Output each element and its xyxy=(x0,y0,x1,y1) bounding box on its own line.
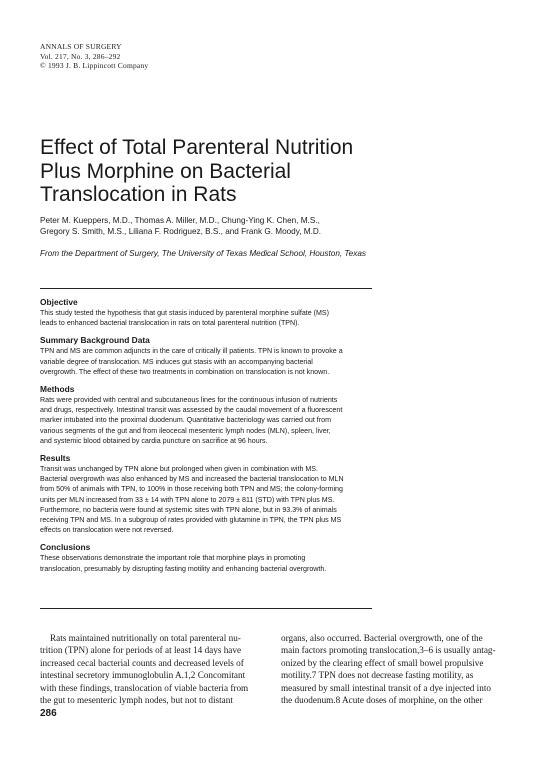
abstract-top-rule xyxy=(40,288,372,289)
author-list xyxy=(40,215,510,237)
text-line: Transit was unchanged by TPN alone but prolonged when given in combination with MS. xyxy=(40,465,318,474)
abstract-section-background xyxy=(40,335,515,377)
abstract-section-results xyxy=(40,453,515,535)
text-line: and drugs, respectively. Intestinal transit was assessed by the caudal movement of a fluorescent xyxy=(40,406,343,415)
section-text xyxy=(40,308,515,328)
text-line: marker intubated into the proximal duodenum. Quantitative bacteriology was carried out from xyxy=(40,416,331,425)
text-line: onized by the clearing effect of small bowel propulsive xyxy=(281,657,484,668)
abstract-section-conclusions xyxy=(40,542,515,573)
text-line: the duodenum.8 Acute doses of morphine, on the other xyxy=(281,695,483,706)
text-line: the gut to mesenteric lymph nodes, but not to distant xyxy=(40,695,233,706)
text-line: main factors promoting translocation,3–6 is usually antag- xyxy=(281,645,496,656)
title-line: Effect of Total Parenteral Nutrition xyxy=(40,136,354,159)
section-heading: Summary Background Data xyxy=(40,335,150,346)
section-heading: Conclusions xyxy=(40,542,91,553)
text-line: increased cecal bacterial counts and decreased levels of xyxy=(40,657,244,668)
abstract-section-methods xyxy=(40,384,515,446)
journal-volume: Vol. 217, No. 3, 286–292 xyxy=(40,51,121,61)
text-line: organs, also occurred. Bacterial overgrowth, one of the xyxy=(281,633,483,643)
text-line: with these findings, translocation of viable bacteria from xyxy=(40,682,249,693)
text-line: various segments of the gut and from ileocecal mesenteric lymph nodes (MLN), spleen, liver, xyxy=(40,426,331,435)
text-line: trition (TPN) alone for periods of at least 14 days have xyxy=(40,645,242,656)
affiliation: From the Department of Surgery, The University of Texas Medical School, Houston, Texas xyxy=(40,249,366,258)
section-text xyxy=(40,395,515,446)
journal-copyright: © 1993 J. B. Lippincott Company xyxy=(40,61,149,70)
body-column-right xyxy=(281,632,513,706)
section-heading: Results xyxy=(40,453,71,464)
page-number: 286 xyxy=(40,708,57,719)
text-line: overgrowth. The effect of these two treatments in combination on translocation is not known. xyxy=(40,367,330,376)
abstract xyxy=(40,297,515,574)
text-line: Furthermore, no bacteria were found at systemic sites with TPN alone, but in 93.3% of animals xyxy=(40,505,337,514)
section-text xyxy=(40,464,515,535)
text-line: motility.7 TPN does not decrease fasting motility, as xyxy=(281,670,474,681)
text-line: intestinal secretory immunoglobulin A.1,2 Concomitant xyxy=(40,670,246,681)
text-line: effects on translocation were not reversed. xyxy=(40,526,174,535)
section-text xyxy=(40,553,515,573)
title-line: Translocation in Rats xyxy=(40,183,237,206)
text-line: This study tested the hypothesis that gut stasis induced by parenteral morphine sulfate (MS) xyxy=(40,309,330,317)
text-line: These observations demonstrate the important role that morphine plays in promoting xyxy=(40,554,306,563)
text-line: variable degree of translocation. MS induces gut stasis with an accompanying bacterial xyxy=(40,357,313,366)
text-line: TPN and MS are common adjuncts in the care of critically ill patients. TPN is known to provoke a xyxy=(40,347,343,356)
text-line: units per MLN increased from 33 ± 14 with TPN alone to 2079 ± 811 (STD) with TPN plus MS. xyxy=(40,495,335,504)
text-line: and systemic blood obtained by cardia puncture on sacrifice at 96 hours. xyxy=(40,436,268,445)
journal-header xyxy=(40,42,148,71)
section-heading: Methods xyxy=(40,384,75,395)
author-line: Peter M. Kueppers, M.D., Thomas A. Miller, M.D., Chung-Ying K. Chen, M.S., xyxy=(40,216,320,225)
section-text xyxy=(40,346,515,377)
author-line: Gregory S. Smith, M.S., Liliana F. Rodriguez, B.S., and Frank G. Moody, M.D. xyxy=(40,227,322,236)
abstract-section-objective xyxy=(40,297,515,328)
text-line: Bacterial overgrowth was also enhanced by MS and increased the bacterial translocation to MLN xyxy=(40,475,344,484)
text-line: receiving TPN and MS. In a subgroup of rates provided with glutamine in TPN, the TPN plus MS xyxy=(40,516,342,525)
body-column-left xyxy=(40,632,272,706)
title-line: Plus Morphine on Bacterial xyxy=(40,159,291,183)
section-heading: Objective xyxy=(40,297,78,307)
text-line: measured by small intestinal transit of a dye injected into xyxy=(281,682,491,693)
text-line: Rats maintained nutritionally on total parenteral nu- xyxy=(50,633,241,643)
journal-name: ANNALS OF SURGERY xyxy=(40,42,122,51)
text-line: leads to enhanced bacterial translocation in rats on total parenteral nutrition (TPN). xyxy=(40,319,300,328)
text-line: translocation, presumably by disrupting fasting motility and enhancing bacterial overgrowth. xyxy=(40,564,327,573)
article-title xyxy=(40,136,500,207)
text-line: from 50% of animals with TPN, to 100% in those receiving both TPN and MS; the colony-forming xyxy=(40,485,343,494)
abstract-bottom-rule xyxy=(40,608,372,609)
text-line: Rats were provided with central and subcutaneous lines for the continuous infusion of nutrients xyxy=(40,396,338,405)
